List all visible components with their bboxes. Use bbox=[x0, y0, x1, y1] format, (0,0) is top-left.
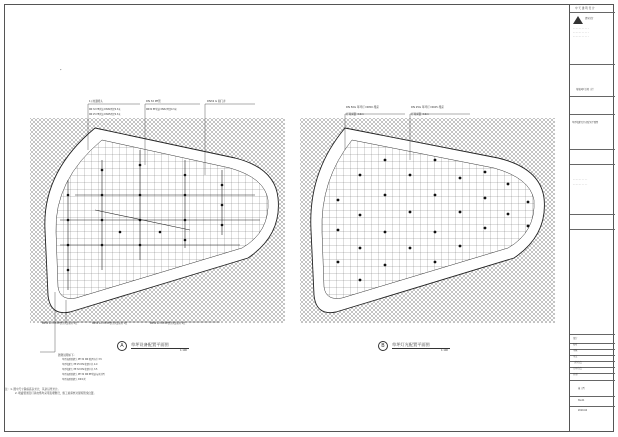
sign-row: 校对 bbox=[573, 343, 578, 346]
revision-notes: - - - - - - - - - - bbox=[573, 178, 588, 181]
legend-title: 图例说明如下: bbox=[58, 354, 75, 357]
stage: 施工图 bbox=[578, 387, 585, 390]
revision-notes: - - - - - - - - - - bbox=[573, 183, 588, 186]
callout-b-3: DN 25G 草坪灯 DN25 埋深 bbox=[411, 106, 444, 109]
plan-a-title: 草坪设备配置平面图 bbox=[131, 342, 169, 347]
issue-date: 2019.04 bbox=[578, 409, 588, 412]
plan-b-scale: 1:100 bbox=[441, 349, 448, 352]
company-name: 中 天 建 筑 设 计 bbox=[575, 7, 595, 10]
company-info: - - - - - - - - - - - bbox=[573, 35, 589, 38]
sheet-number: SS-01 bbox=[578, 399, 585, 402]
plan-b-title: 草坪灯光配置平面图 bbox=[392, 342, 430, 347]
general-notes bbox=[5, 388, 96, 396]
project-name: 某某园区景观工程 bbox=[576, 88, 594, 91]
sign-row: 工程负责 bbox=[573, 361, 582, 364]
callout-a-6: DN32 G 阀门井 bbox=[207, 100, 226, 103]
plan-a-label-circle: A bbox=[117, 341, 127, 351]
legend-item: 草坪地面喷灌头 PE 32 DN PE管道布置详图 bbox=[62, 373, 105, 376]
callout-b-2: 灯具间距 4.0m bbox=[346, 113, 364, 116]
company-info: - - - - - - - - - - - bbox=[573, 31, 589, 34]
callout-b-1: DN 50G 草坪灯 DN50 埋深 bbox=[346, 106, 379, 109]
callout-a-bottom-3: DN50 G-3 D8 PE给水管道布置 1处 bbox=[150, 322, 186, 325]
plan-a-scale: 1:100 bbox=[180, 349, 187, 352]
sign-row: 专业负责 bbox=[573, 367, 582, 370]
note-line-2: 2. 喷灌管道及灯具电缆均采用直埋敷设，施工前请核对现场管线位置。 bbox=[15, 392, 97, 395]
callout-a-4: DN 32 PE管 bbox=[146, 100, 161, 103]
legend-item: 草坪地面喷灌头 PE 32 DN 喷洒半径 3.5 bbox=[62, 358, 102, 361]
callout-a-3: DN 25 PE管道 DN25埋深0.3米 bbox=[89, 113, 121, 116]
plan-b-label-circle: B bbox=[378, 341, 388, 351]
note-line-1: 注：1. 图中尺寸除标高以米计，其余以毫米计。 bbox=[5, 388, 61, 391]
company-info: - - - - - - - - - - - bbox=[573, 27, 589, 30]
legend-item: 草坪地面喷灌头 DN 1管 bbox=[62, 378, 86, 381]
callout-a-1: 1) 地面喷头 bbox=[89, 100, 103, 103]
sign-row: 审核 bbox=[573, 349, 578, 352]
callout-b-4: 灯具间距 4.0m bbox=[411, 113, 429, 116]
legend-item: 草坪喷灌头 PE 32 DN 喷洒半径 3.5 bbox=[62, 368, 98, 371]
sign-row: 日期 bbox=[573, 373, 578, 376]
logo-text: 建筑设计 bbox=[585, 17, 594, 20]
callout-a-bottom-1: DN50 G-3 D8 PE给水管道布置 2处 bbox=[42, 322, 78, 325]
title-block bbox=[569, 4, 614, 432]
callout-a-bottom-2: DN50 G-1 D8 PE给水管道布置 1处 bbox=[92, 322, 128, 325]
drawing-name: 草坪喷灌及灯光配置平面图 bbox=[572, 121, 599, 124]
callout-a-5: DN32 PE管道 DN32埋深0.3米 bbox=[146, 108, 177, 111]
sign-row: 设计 bbox=[573, 337, 578, 340]
company-logo-icon bbox=[573, 16, 583, 24]
small-mark: * bbox=[60, 68, 62, 72]
legend-item: 草坪喷灌头 PE 25 DN 喷洒半径 4.0 bbox=[62, 363, 98, 366]
callout-a-2: DN 32 PE管道 DN32埋深0.3米 bbox=[89, 108, 121, 111]
sign-row: 审定 bbox=[573, 355, 578, 358]
